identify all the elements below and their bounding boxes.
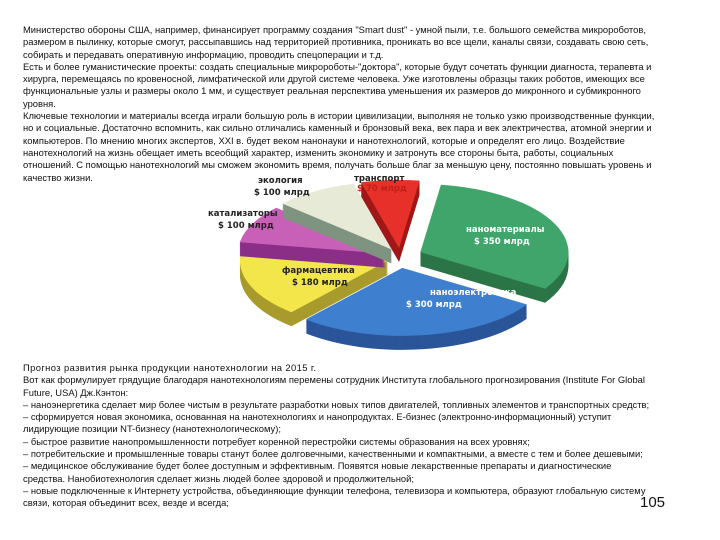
label-transport-name: транспорт <box>354 174 405 184</box>
label-catalysts-value: $ 100 млрд <box>218 221 274 231</box>
intro-text <box>23 24 654 184</box>
text-line: – новые подключенные к Интернету устройства, объединяющие функции телефона, телевизора и компьютера, образуют глобальную систему <box>23 484 646 496</box>
label-catalysts-name: катализаторы <box>208 209 278 219</box>
text-line: – потребительские и промышленные товары станут более долговечными, качественными и компактными, а вместе с тем и более дешевыми; <box>23 448 643 460</box>
text-line: связи, которая объединит всех, везде и всегда; <box>23 497 229 509</box>
label-pharma-name: фармацевтика <box>282 266 355 276</box>
label-nanomaterials-name: наноматериалы <box>466 225 545 235</box>
label-nanoelectronics-value: $ 300 млрд <box>406 300 462 310</box>
text-line: лидирующие позиции NT-бизнесу (нанотехнологическому); <box>23 423 281 435</box>
label-transport-value: $ 70 млрд <box>357 184 407 194</box>
text-line: компьютеров. По мнению многих экспертов, XXI в. будет веком нанонауки и нанотехнологий, которые и определят его лицо. Воздействие <box>23 134 625 146</box>
text-line: но и социальные. Достаточно вспомнить, как сильно отличались каменный и бронзовый века, век пара и век электричества, атомной энергии и <box>23 122 652 134</box>
label-nanoelectronics-name: наноэлектроника <box>430 288 517 298</box>
text-line: Ключевые технологии и материалы всегда играли большую роль в истории цивилизации, выполняя не только узкю производственные функции, <box>23 110 655 122</box>
page-number: 105 <box>640 494 666 511</box>
text-line: отношений. С помощью нанотехнологий мы сможем экономить время, получать больше благ за меньшую цену, постоянно повышать уровень и <box>23 159 652 171</box>
text-line: размером в пылинку, которые смогут, рассыпавшись над территорией противника, проникать во все щели, каналы связи, создавать свою сеть, <box>23 36 649 48</box>
forecast-text <box>23 362 649 510</box>
text-line: качество жизни. <box>23 171 93 183</box>
label-pharma-value: $ 180 млрд <box>292 278 348 288</box>
text-line: средства. Нанобиотехнология сделает жизнь людей более здоровой и продолжительной; <box>23 472 414 484</box>
text-line: – сформируется новая экономика, основанная на нанотехнологиях и нанопродуктах. Е-бизнес (электронно-информационный) уступит <box>23 411 612 423</box>
label-nanomaterials-value: $ 350 млрд <box>474 237 530 247</box>
label-ecology-value: $ 100 млрд <box>254 188 310 198</box>
text-line: Future, USA) Дж.Кэнтон: <box>23 386 129 398</box>
text-line: нанотехнологий на жизнь обещает иметь всеобщий характер, изменить экономику и затронуть все стороны быта, работы, социальных <box>23 146 614 158</box>
text-line: Есть и более гуманистические проекты: создать специальные микророботы-"доктора", которые будут сочетать функции диагноста, терапевта и <box>23 60 652 72</box>
text-line: – быстрое развитие нанопромышленности потребует коренной перестройки системы образования на всех уровнях; <box>23 435 530 447</box>
label-ecology-name: экология <box>258 176 303 186</box>
text-line: хирурга, перемещаясь по кровеносной, лимфатической или другой системе человека. Уже изготовлены образцы таких роботов, имеющих все <box>23 73 645 85</box>
text-line: уровня. <box>23 97 56 109</box>
text-line: собирать и передавать оперативную информацию, проводить спецоперации и т.д. <box>23 48 384 60</box>
text-line: – наноэнергетика сделает мир более чистым в результате разработки новых типов двигателей, топливных элементов и транспортных средств; <box>23 398 650 410</box>
text-line: функциональные узлы и размеры около 1 мм, и существует реальная перспектива уменьшения их размеров до микронного и субмикронного <box>23 85 641 97</box>
text-line: Вот как формулирует грядущие благодаря нанотехнологиям перемены сотрудник Института глобального прогнозирования (Institute For Global <box>23 374 645 386</box>
text-line: – медицинское обслуживание будет более доступным и эффективным. Появятся новые лекарственные препараты и диагностические <box>23 460 612 472</box>
text-line: Прогноз развития рынка продукции нанотехнологии на 2015 г. <box>23 362 317 373</box>
text-line: Министерство обороны США, например, финансирует программу создания "Smart dust" - умной пыли, т.е. большого семейства микророботов, <box>23 24 646 35</box>
